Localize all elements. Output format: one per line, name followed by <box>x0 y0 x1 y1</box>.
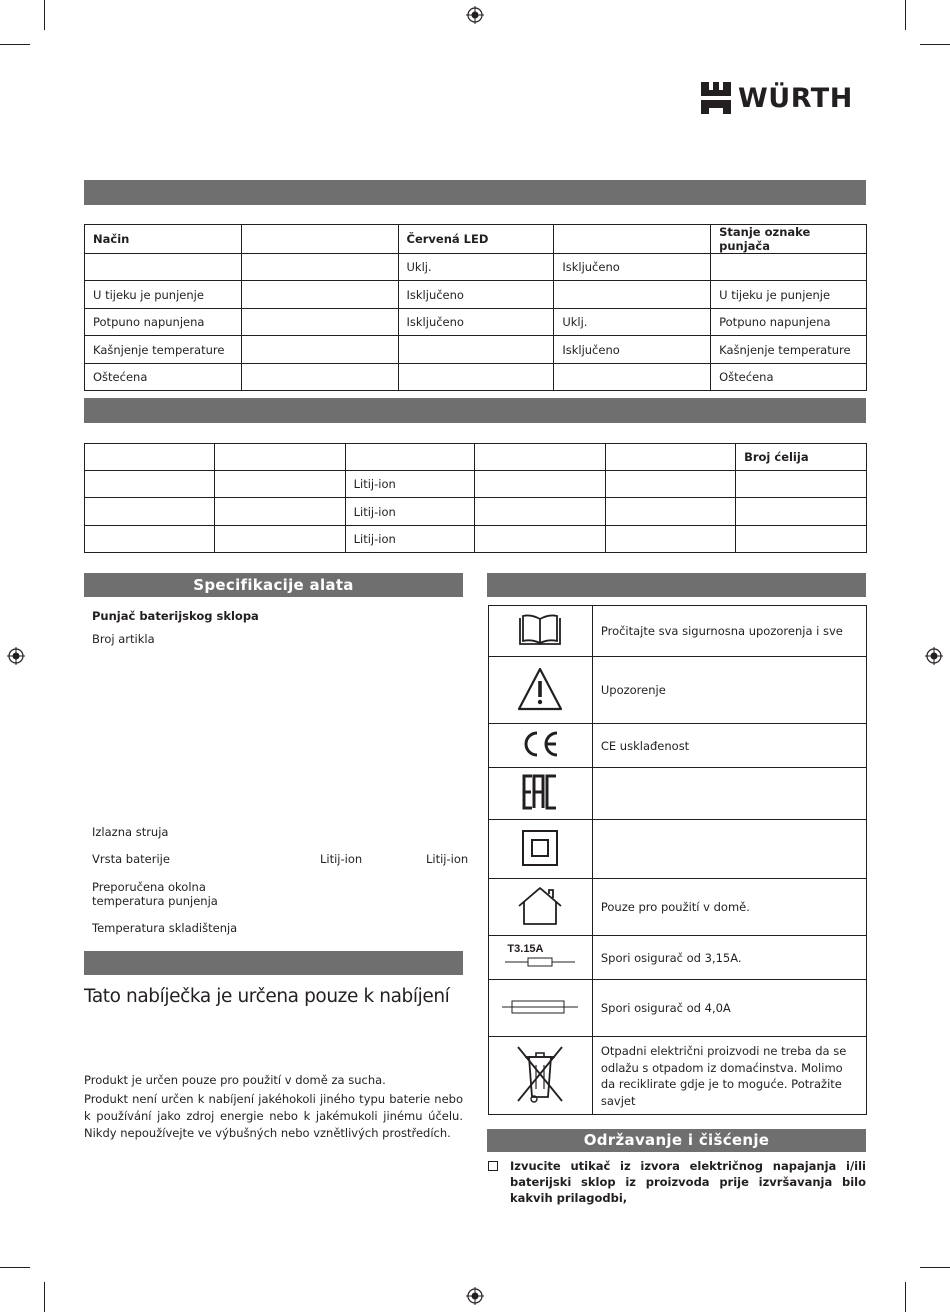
symbol-cell <box>489 768 593 820</box>
table-row <box>85 498 867 526</box>
intended-use-paragraph: Produkt je určen pouze pro použití v domě za sucha. <box>84 1073 386 1087</box>
manual-book-icon <box>517 613 563 647</box>
crop-mark <box>0 1267 30 1268</box>
table-row <box>489 980 867 1037</box>
intended-use-heading: Tato nabíječka je určena pouze k nabíjení <box>84 986 450 1007</box>
table-row <box>85 309 867 336</box>
symbol-cell <box>489 936 593 980</box>
section-bar <box>84 180 866 205</box>
symbols-table <box>488 605 867 1115</box>
table-cell <box>214 526 345 553</box>
symbol-cell <box>489 657 593 724</box>
table-row <box>489 879 867 936</box>
table-cell <box>241 364 398 391</box>
spec-charge-temperature-line: Preporučena okolna <box>92 880 206 894</box>
table-row <box>489 768 867 820</box>
symbol-cell <box>489 879 593 936</box>
spec-article-number: Broj artikla <box>92 632 155 646</box>
symbol-cell <box>489 980 593 1037</box>
weee-bin-icon <box>512 1043 568 1105</box>
symbol-description <box>592 820 866 879</box>
symbol-description: Spori osigurač od 4,0A <box>592 980 866 1037</box>
table-cell <box>606 526 736 553</box>
table-cell <box>475 471 606 498</box>
table-row <box>85 526 867 553</box>
table-cell <box>241 336 398 364</box>
table-cell <box>554 281 711 309</box>
symbol-description: Upozorenje <box>592 657 866 724</box>
registration-mark-icon <box>925 647 943 665</box>
spec-battery-value: Litij-ion <box>426 852 469 866</box>
section-bar <box>84 398 866 423</box>
fuse-icon <box>502 999 578 1015</box>
table-cell: Potpuno napunjena <box>85 309 242 336</box>
table-cell <box>214 498 345 526</box>
wurth-logo-text: WÜRTH <box>738 82 853 114</box>
spec-battery-type: Vrsta baterije <box>92 852 170 866</box>
wurth-logo <box>700 80 868 116</box>
ce-mark-icon <box>519 730 561 758</box>
intended-use-paragraph: Produkt není určen k nabíjení jakéhokoli jiného typu baterie nebo k používání jako zdroj energie nebo k jakémukoli jinému účelu. Nikdy nepoužívejte ve výbušných nebo vznětlivých prostředích. <box>84 1092 463 1140</box>
table-cell: Uklj. <box>398 254 554 281</box>
symbol-description <box>592 768 866 820</box>
crop-mark <box>0 44 30 45</box>
symbol-description: CE usklađenost <box>592 724 866 768</box>
crop-mark <box>44 0 45 30</box>
specs-title-bar: Specifikacije alata <box>84 573 463 597</box>
symbol-cell <box>489 820 593 879</box>
registration-mark-icon <box>466 6 484 24</box>
crop-mark <box>920 44 950 45</box>
symbol-description: Pročitajte sva sigurnosna upozorenja i sve <box>592 606 866 657</box>
table-cell: Oštećena <box>85 364 242 391</box>
table-cell: Uklj. <box>554 309 711 336</box>
double-insulation-icon <box>521 829 559 867</box>
table-header <box>554 225 711 254</box>
table-cell: Oštećena <box>711 364 867 391</box>
spec-battery-value: Litij-ion <box>320 852 363 866</box>
table-cell <box>85 254 242 281</box>
spec-storage-temperature: Temperatura skladištenja <box>92 921 238 935</box>
table-cell: U tijeku je punjenje <box>85 281 242 309</box>
led-status-table <box>84 224 867 391</box>
table-cell: Kašnjenje temperature <box>85 336 242 364</box>
warning-triangle-icon <box>516 666 564 712</box>
table-cell: Litij-ion <box>345 498 475 526</box>
crop-mark <box>905 0 906 30</box>
table-row <box>85 364 867 391</box>
spec-output-current: Izlazna struja <box>92 825 169 839</box>
table-row <box>489 724 867 768</box>
table-cell: Isključeno <box>554 254 711 281</box>
table-header <box>475 444 606 471</box>
section-bar <box>487 573 866 597</box>
table-header <box>345 444 475 471</box>
table-cell <box>85 526 215 553</box>
symbol-cell <box>489 1037 593 1115</box>
table-cell <box>475 498 606 526</box>
fuse-t315a-icon <box>505 943 575 972</box>
table-cell <box>736 498 867 526</box>
table-row <box>489 657 867 724</box>
registration-mark-icon <box>7 647 25 665</box>
maintenance-bullet-text: Izvucite utikač iz izvora električnog napajanja i/ili baterijski sklop iz proizvoda prije izvršavanja bilo kakvih prilagodbi, <box>510 1159 866 1205</box>
table-cell <box>241 309 398 336</box>
table-cell <box>736 526 867 553</box>
table-row <box>489 1037 867 1115</box>
fuse-symbol-icon <box>505 955 575 969</box>
table-cell: Litij-ion <box>345 471 475 498</box>
table-cell: Isključeno <box>398 281 554 309</box>
table-header <box>241 225 398 254</box>
table-header <box>606 444 736 471</box>
fuse-rating-label: T3.15A <box>507 943 544 955</box>
symbol-description: Pouze pro použití v domě. <box>592 879 866 936</box>
spec-charge-temperature-line: temperatura punjenja <box>92 894 218 908</box>
table-cell <box>606 471 736 498</box>
table-row <box>489 820 867 879</box>
crop-mark <box>920 1267 950 1268</box>
table-header <box>85 444 215 471</box>
registration-mark-icon <box>466 1287 484 1305</box>
table-cell <box>85 498 215 526</box>
eac-mark-icon <box>521 774 559 810</box>
spec-product-name: Punjač baterijskog sklopa <box>92 609 259 623</box>
table-cell <box>554 364 711 391</box>
table-cell <box>736 471 867 498</box>
table-cell <box>711 254 867 281</box>
table-cell <box>85 471 215 498</box>
symbol-description: Otpadni električni proizvodi ne treba da se odlažu s otpadom iz domaćinstva. Molimo da reciklirate gdje je to moguće. Potražite savjet <box>592 1037 866 1115</box>
checkbox-icon <box>488 1161 498 1171</box>
indoor-use-house-icon <box>516 886 564 926</box>
table-header <box>214 444 345 471</box>
spec-charge-temperature <box>92 880 218 908</box>
section-bar <box>84 951 463 975</box>
table-cell <box>606 498 736 526</box>
table-row <box>489 936 867 980</box>
maintenance-title-bar: Održavanje i čišćenje <box>487 1129 866 1152</box>
symbol-description: Spori osigurač od 3,15A. <box>592 936 866 980</box>
table-row <box>85 336 867 364</box>
symbol-cell <box>489 724 593 768</box>
crop-mark <box>44 1282 45 1312</box>
table-row <box>85 281 867 309</box>
table-cell <box>398 336 554 364</box>
table-cell: U tijeku je punjenje <box>711 281 867 309</box>
table-header: Stanje oznake punjača <box>711 225 867 254</box>
table-cell: Litij-ion <box>345 526 475 553</box>
table-cell: Isključeno <box>398 309 554 336</box>
symbol-cell <box>489 606 593 657</box>
table-header: Broj ćelija <box>736 444 867 471</box>
crop-mark <box>905 1282 906 1312</box>
table-cell <box>241 281 398 309</box>
table-cell <box>475 526 606 553</box>
battery-table <box>84 443 867 553</box>
table-row <box>85 471 867 498</box>
table-header: Červená LED <box>398 225 554 254</box>
table-cell: Potpuno napunjena <box>711 309 867 336</box>
maintenance-bullet <box>487 1158 866 1206</box>
table-cell: Isključeno <box>554 336 711 364</box>
wurth-logo-mark-icon <box>700 81 732 115</box>
table-cell: Kašnjenje temperature <box>711 336 867 364</box>
table-row <box>489 606 867 657</box>
table-cell <box>241 254 398 281</box>
table-cell <box>398 364 554 391</box>
table-header: Način <box>85 225 242 254</box>
table-cell <box>214 471 345 498</box>
table-row <box>85 254 867 281</box>
